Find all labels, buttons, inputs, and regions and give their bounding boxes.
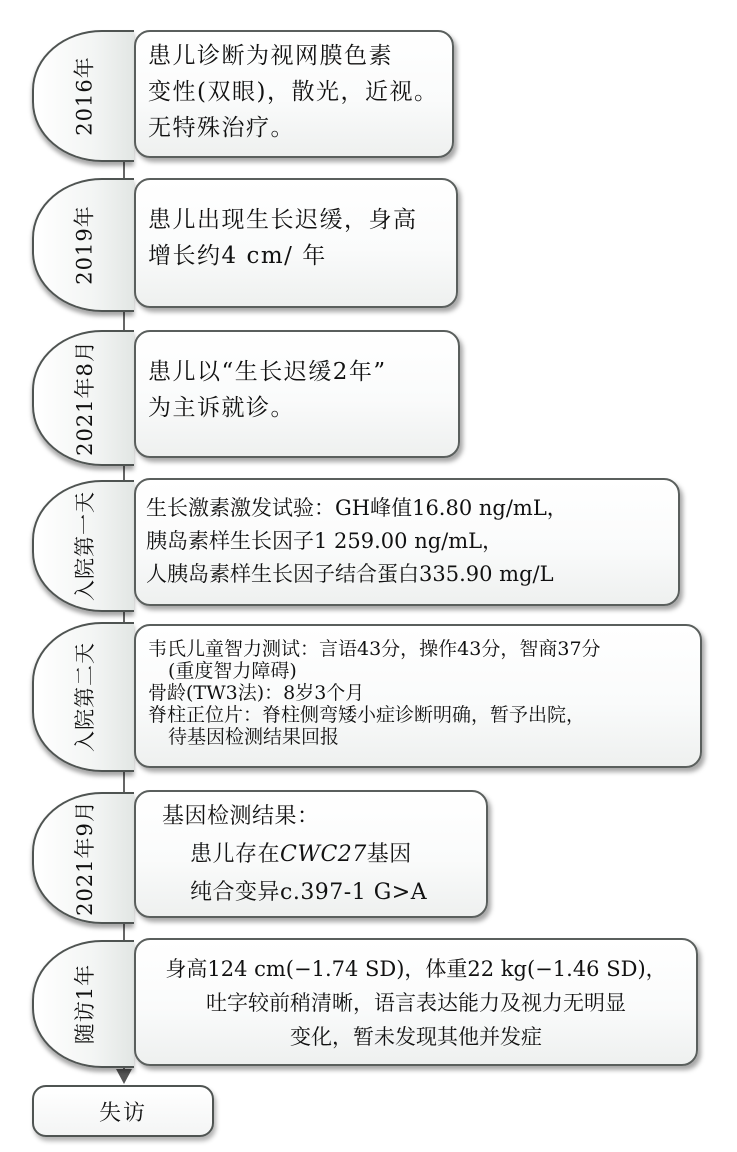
- lost-to-follow-up-box: [32, 1085, 214, 1137]
- date-label: 2016年: [72, 56, 97, 136]
- event-text: 变化，暂未发现其他并发症: [290, 1025, 542, 1049]
- event-text: 人胰岛素样生长因子结合蛋白335.90 mg/L: [146, 562, 554, 586]
- event-box-2021-09: [134, 790, 488, 918]
- date-tab-2021-09: [32, 792, 134, 924]
- date-tab-follow-up-1-year: [32, 940, 134, 1068]
- date-tab-2016: [32, 30, 134, 162]
- date-label: 2021年9月: [73, 800, 97, 916]
- event-text: 身高124 cm(−1.74 SD)，体重22 kg(−1.46 SD)，: [165, 957, 667, 981]
- date-label: 入院第二天: [73, 642, 97, 752]
- event-box-2019: [134, 178, 458, 308]
- event-text: 患儿存在CWC27基因: [190, 842, 412, 867]
- event-text: 吐字较前稍清晰，语言表达能力及视力无明显: [206, 991, 626, 1015]
- event-text: 无特殊治疗。: [148, 115, 295, 141]
- date-tab-2019: [32, 178, 134, 312]
- event-text: (重度智力障碍): [168, 660, 297, 682]
- date-label: 随访1年: [73, 963, 97, 1045]
- event-text: 纯合变异c.397-1 G>A: [190, 880, 428, 905]
- date-label: 2021年8月: [73, 340, 97, 456]
- event-text: 增长约4 cm/ 年: [148, 243, 327, 269]
- event-text: 为主诉就诊。: [148, 395, 295, 421]
- gene-name: CWC27: [280, 842, 367, 867]
- date-label: 2019年: [72, 205, 97, 285]
- event-text: 患儿以“生长迟缓2年”: [148, 359, 387, 385]
- date-tab-2021-08: [32, 330, 134, 466]
- event-text: 生长激素激发试验：GH峰值16.80 ng/mL，: [146, 496, 568, 520]
- event-box-2021-08: [134, 330, 460, 458]
- event-text: 胰岛素样生长因子1 259.00 ng/mL，: [146, 529, 504, 553]
- date-label: 入院第一天: [73, 491, 97, 601]
- event-box-admission-day-2: [134, 624, 702, 768]
- final-label: 失访: [98, 1100, 147, 1126]
- date-tab-admission-day-2: [32, 622, 134, 772]
- event-text: 待基因检测结果回报: [168, 726, 340, 748]
- event-box-2016: [134, 30, 454, 158]
- event-box-follow-up-1-year: [134, 938, 698, 1066]
- date-tab-admission-day-1: [32, 480, 134, 612]
- event-text: 患儿出现生长迟缓，身高: [148, 207, 418, 233]
- event-text: 变性(双眼)，散光，近视。: [148, 79, 439, 105]
- event-text: 韦氏儿童智力测试：言语43分，操作43分，智商37分: [148, 638, 601, 660]
- event-text: 脊柱正位片：脊柱侧弯矮小症诊断明确，暂予出院，: [148, 704, 586, 726]
- event-text: 骨龄(TW3法)：8岁3个月: [148, 682, 365, 704]
- event-text: 患儿诊断为视网膜色素: [148, 43, 393, 69]
- event-box-admission-day-1: [134, 478, 680, 606]
- event-text: 基因检测结果：: [162, 804, 320, 829]
